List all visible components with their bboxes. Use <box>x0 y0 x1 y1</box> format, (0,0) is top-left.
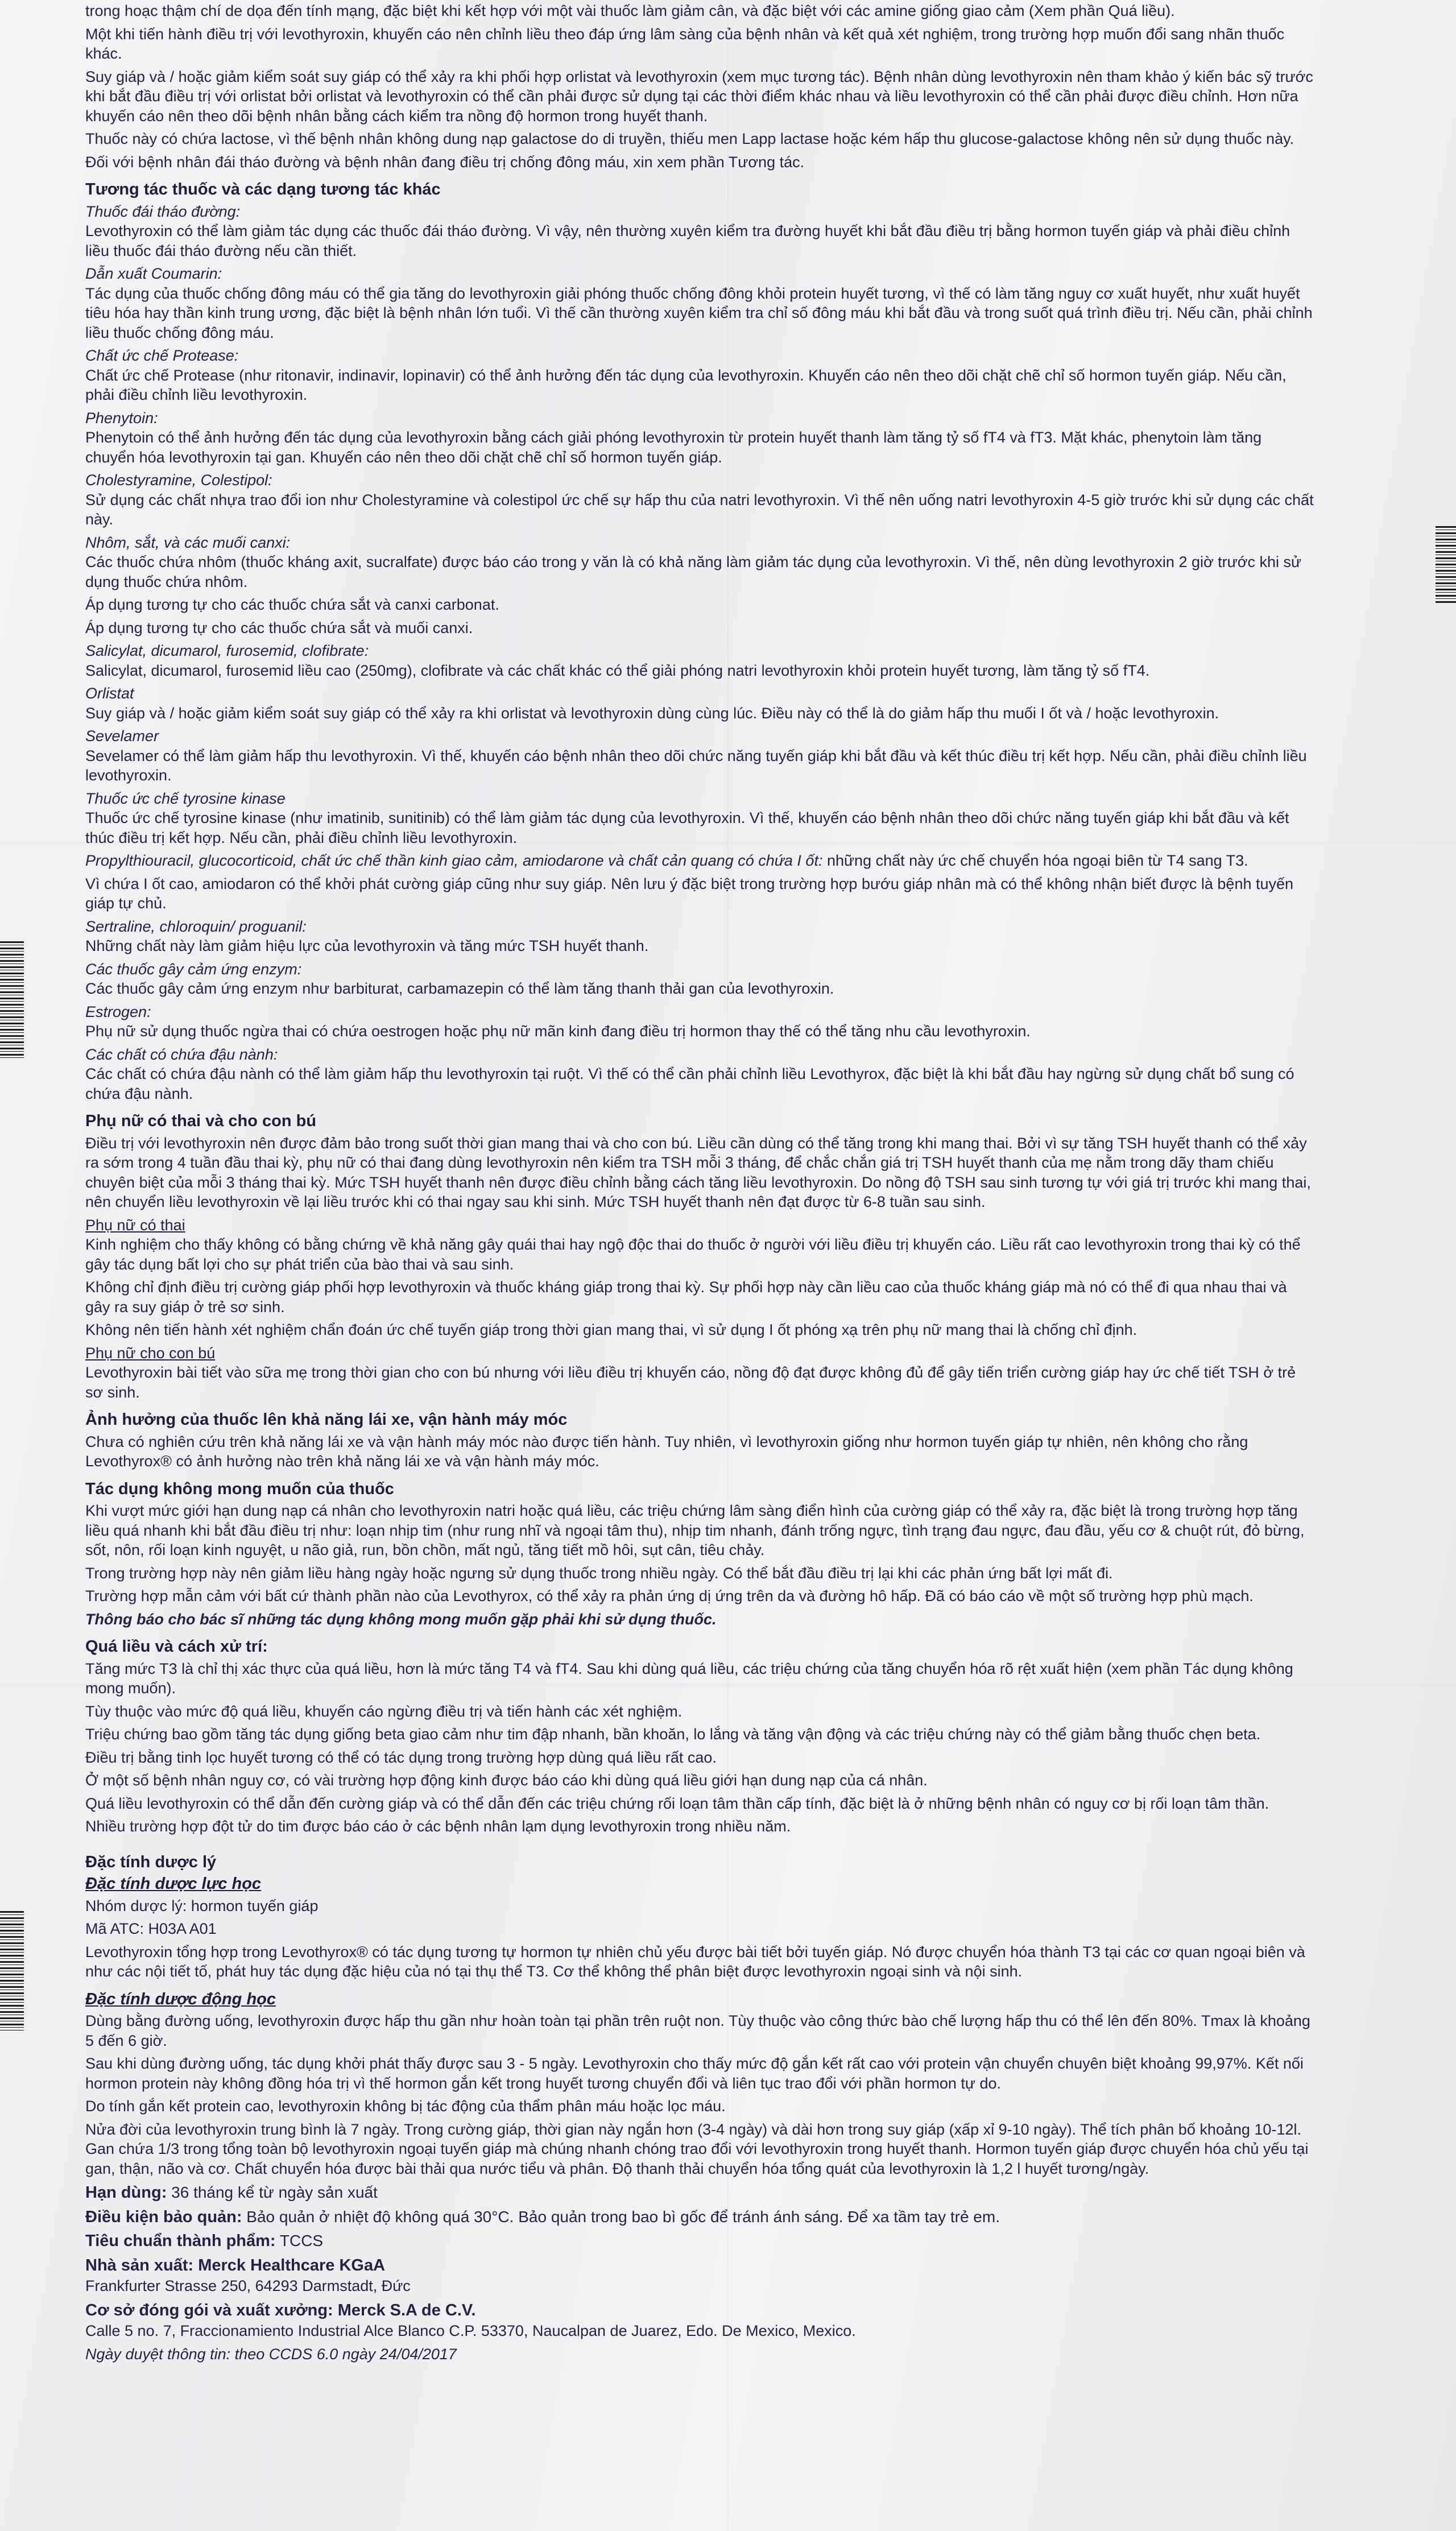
overdose-line: Triệu chứng bao gồm tăng tác dụng giống beta giao cảm như tim đập nhanh, bần khoăn, lo lắng và tăng vận động và các triệu chứng này có thể giảm bằng thuốc chẹn beta. <box>85 1726 1261 1743</box>
overdose-line: Nhiều trường hợp đột tử do tim được báo cáo ở các bệnh nhân lạm dụng levothyroxin trong nhiều năm. <box>85 1818 791 1835</box>
paragraph: Chưa có nghiên cứu trên khả năng lái xe và vận hành máy móc nào được tiến hành. Tuy nhiên, vì levothyroxin giống như hormon tuyến giáp tự nhiên, nên không cho rằng Levothyrox® có ảnh hưởng nào trên khả năng lái xe và vận hành máy móc. <box>85 1433 1248 1470</box>
section-heading-driving: Ảnh hưởng của thuốc lên khả năng lái xe, vận hành máy móc <box>85 1411 568 1429</box>
overdose-list <box>85 1659 1314 1837</box>
section-heading-interactions: Tương tác thuốc và các dạng tương tác khác <box>85 180 441 198</box>
shelf-life-label: Hạn dùng: <box>85 2183 167 2202</box>
standard <box>85 2231 1314 2251</box>
interaction-title: Các chất có chứa đậu nành: <box>85 1045 278 1063</box>
interaction-propyl <box>85 851 1314 871</box>
interaction-text: Thuốc ức chế tyrosine kinase (như imatinib, sunitinib) có thể làm giảm tác dụng của levothyroxin. Vì thế, khuyến cáo bệnh nhân theo dõi chức năng tuyến giáp khi bắt đầu và kết thúc điều trị kết hợp. Nếu cần, phải điều chỉnh liều levothyroxin. <box>85 809 1289 846</box>
paragraph: Suy giáp và / hoặc giảm kiểm soát suy giáp có thể xảy ra khi phối hợp orlistat và levothyroxin (xem mục tương tác). Bệnh nhân dùng levothyroxin nên tham khảo ý kiến bác sỹ trước khi bắt đầu điều trị với orlistat bởi orlistat và levothyroxin có thể cần phải được sử dụng tại các thời điểm khác nhau và liều levothyroxin có thể cần phải được điều chỉnh. Hơn nữa khuyến cáo nên theo dõi bệnh nhân bằng cách kiểm tra nồng độ hormon trong huyết thanh. <box>85 68 1313 125</box>
interaction-title: Estrogen: <box>85 1003 151 1020</box>
side-barcode-left-lower <box>0 1911 24 2030</box>
interaction-text: Tác dụng của thuốc chống đông máu có thể gia tăng do levothyroxin giải phóng thuốc chống đông khỏi protein huyết tương, vì thế có làm tăng nguy cơ xuất huyết, như xuất huyết tiêu hóa hay thần kinh trung ương, đặc biệt là bệnh nhân lớn tuổi. Vì thế cần thường xuyên kiểm tra chỉ số đông máu khi bắt đầu và trong suốt quá trình điều trị. Nếu cần, phải chỉnh liều thuốc chống đông máu. <box>85 284 1313 341</box>
packager-address: Calle 5 no. 7, Fraccionamiento Industrial Alce Blanco C.P. 53370, Naucalpan de Juarez, Edo. De Mexico, Mexico. <box>85 2322 856 2339</box>
interaction-extra: Vì chứa I ốt cao, amiodaron có thể khởi phát cường giáp cũng như suy giáp. Nên lưu ý đặc biệt trong trường hợp bướu giáp nhân mà có thể không nhận biết được là bệnh tuyến giáp tự chủ. <box>85 875 1294 912</box>
interaction-title: Thuốc ức chế tyrosine kinase <box>85 789 286 807</box>
interaction-title: Nhôm, sắt, và các muối canxi: <box>85 534 291 551</box>
interaction-text: Levothyroxin có thể làm giảm tác dụng các thuốc đái tháo đường. Vì vậy, nên thường xuyên kiểm tra đường huyết khi bắt đầu điều trị bằng hormon tuyến giáp và phải điều chỉnh liều thuốc đái tháo đường nếu cần thiết. <box>85 222 1290 259</box>
pharmacokinetics-line: Dùng bằng đường uống, levothyroxin được hấp thu gần như hoàn toàn tại phần trên ruột non. Tùy thuộc vào công thức bào chế lượng hấp thu có thể lên đến 80%. Tmax là khoảng 5 đến 6 giờ. <box>85 2012 1310 2049</box>
interaction-title: Thuốc đái tháo đường: <box>85 202 241 220</box>
subheading-pharmacodynamics: Đặc tính dược lực học <box>85 1875 262 1893</box>
interaction-title: Sertraline, chloroquin/ proguanil: <box>85 917 307 935</box>
section-heading-adverse: Tác dụng không mong muốn của thuốc <box>85 1479 394 1498</box>
interaction-title: Chất ức chế Protease: <box>85 347 239 364</box>
paragraph: trong hoạc thậm chí de dọa đến tính mạng, đặc biệt khi kết hợp với một vài thuốc làm giảm cân, và đặc biệt với các amine giống giao cảm (Xem phần Quá liều). <box>85 2 1175 19</box>
storage <box>85 2207 1314 2227</box>
adverse-notice: Thông báo cho bác sĩ những tác dụng không mong muốn gặp phải khi sử dụng thuốc. <box>85 1610 717 1628</box>
pharmacodynamics-list <box>85 1896 1314 1982</box>
section-heading-pregnancy: Phụ nữ có thai và cho con bú <box>85 1112 317 1130</box>
pharmacokinetics-line: Do tính gắn kết protein cao, levothyroxin không bị tác động của thẩm phân máu hoặc lọc máu. <box>85 2098 726 2115</box>
paragraph: Thuốc này có chứa lactose, vì thế bệnh nhân không dung nạp galactose do di truyền, thiếu men Lapp lactase hoặc kém hấp thu glucose-galactose không nên sử dụng thuốc này. <box>85 130 1294 147</box>
shelf-life <box>85 2183 1314 2203</box>
paragraph: Trường hợp mẫn cảm với bất cứ thành phần nào của Levothyrox, có thể xảy ra phản ứng dị ứng trên da và đường hô hấp. Đã có báo cáo về một số trường hợp phù mạch. <box>85 1587 1254 1604</box>
overdose-line: Quá liều levothyroxin có thể dẫn đến cường giáp và có thể dẫn đến các triệu chứng rối loạn tâm thần cấp tính, đặc biệt là ở những bệnh nhân có nguy cơ bị rối loạn tâm thần. <box>85 1794 1269 1812</box>
manufacturer-address: Frankfurter Strasse 250, 64293 Darmstadt, Đức <box>85 2277 411 2294</box>
interaction-text: Các thuốc chứa nhôm (thuốc kháng axit, sucralfate) được báo cáo trong y văn là có khả năng làm giảm tác dụng của levothyroxin. Vì thế, nên dùng levothyroxin 2 giờ trước khi sử dụng thuốc chứa nhôm. <box>85 553 1302 590</box>
interaction-title: Sevelamer <box>85 727 159 745</box>
paragraph: Điều trị với levothyroxin nên được đảm bảo trong suốt thời gian mang thai và cho con bú. Liều cần dùng có thể tăng trong khi mang thai. Bởi vì sự tăng TSH huyết thanh có thể xảy ra sớm trong 4 tuần đầu thai kỳ, phụ nữ có thai đang dùng levothyroxin nên kiểm tra TSH mỗi 3 tháng, để chắc chắn giá trị TSH huyết thanh của mẹ nằm trong dãy tham chiếu chuyên biệt của mỗi 3 tháng thai kỳ. Mức TSH huyết thanh nên được điều chỉnh bằng cách tăng liều levothyroxin. Do nồng độ TSH sau sinh tương tự với giá trị trước khi mang thai, nên chuyển liều levothyroxin về lại liều trước khi có thai ngay sau khi sinh. Mức TSH huyết thanh nên đạt được từ 6-8 tuần sau sinh. <box>85 1134 1311 1210</box>
pharmacodynamics-line: Nhóm dược lý: hormon tuyến giáp <box>85 1897 318 1914</box>
interactions-list <box>85 202 1314 848</box>
interaction-title: Phenytoin: <box>85 409 158 427</box>
standard-label: Tiêu chuẩn thành phẩm: <box>85 2232 276 2250</box>
interaction-extra: Áp dụng tương tự cho các thuốc chứa sắt và muối canxi. <box>85 619 473 636</box>
side-barcode-left-upper <box>0 941 24 1058</box>
side-barcode-right <box>1436 526 1456 603</box>
storage-value: Bảo quản ở nhiệt độ không quá 30°C. Bảo quản trong bao bì gốc để tránh ánh sáng. Để xa tầm tay trẻ em. <box>242 2207 1000 2226</box>
interaction-title: Orlistat <box>85 685 134 702</box>
interaction-text: Những chất này làm giảm hiệu lực của levothyroxin và tăng mức TSH huyết thanh. <box>85 937 649 954</box>
interaction-text: Suy giáp và / hoặc giảm kiểm soát suy giáp có thể xảy ra khi orlistat và levothyroxin dùng cùng lúc. Điều này có thể là do giảm hấp thu muối I ốt và / hoặc levothyroxin. <box>85 704 1219 722</box>
revision-date: Ngày duyệt thông tin: theo CCDS 6.0 ngày 24/04/2017 <box>85 2345 457 2363</box>
paragraph: Đối với bệnh nhân đái tháo đường và bệnh nhân đang điều trị chống đông máu, xin xem phần Tương tác. <box>85 153 805 171</box>
interaction-text: Sử dụng các chất nhựa trao đổi ion như Cholestyramine và colestipol ức chế sự hấp thu của natri levothyroxin. Vì thế nên uống natri levothyroxin 4-5 giờ trước khi sử dụng các chất này. <box>85 491 1314 528</box>
packager-label: Cơ sở đóng gói và xuất xưởng: Merck S.A de C.V. <box>85 2301 476 2319</box>
pharmacodynamics-line: Levothyroxin tổng hợp trong Levothyrox® có tác dụng tương tự hormon tự nhiên chủ yếu được bài tiết bởi tuyến giáp. Nó được chuyển hóa thành T3 tại các cơ quan ngoại biên và như các nội tiết tố, phát huy tác dụng đặc hiệu của nó tại thụ thể T3. Cơ thể không thể phân biệt được levothyroxin ngoại sinh và nội sinh. <box>85 1943 1305 1980</box>
paragraph: Levothyroxin bài tiết vào sữa mẹ trong thời gian cho con bú nhưng với liều điều trị khuyến cáo, nồng độ đạt được không đủ để gây tiến triển cường giáp hay ức chế tiết TSH ở trẻ sơ sinh. <box>85 1364 1296 1401</box>
interaction-text: Các thuốc gây cảm ứng enzym như barbiturat, carbamazepin có thể làm tăng thanh thải gan của levothyroxin. <box>85 980 834 997</box>
paragraph: Không chỉ định điều trị cường giáp phối hợp levothyroxin và thuốc kháng giáp trong thai kỳ. Sự phối hợp này cần liều cao của thuốc kháng giáp mà nó có thể đi qua nhau thai và gây ra suy giáp ở trẻ sơ sinh. <box>85 1279 1287 1316</box>
interaction-title: Propylthiouracil, glucocorticoid, chất ức chế thần kinh giao cảm, amiodarone và chất cản quang có chứa I ốt: <box>85 852 823 869</box>
pharmacokinetics-line: Nửa đời của levothyroxin trung bình là 7 ngày. Trong cường giáp, thời gian này ngắn hơn (3-4 ngày) và dài hơn trong suy giáp (xấp xỉ 9-10 ngày). Thể tích phân bố khoảng 10-12l. Gan chứa 1/3 trong tổng toàn bộ levothyroxin ngoại tuyến giáp mà chúng nhanh chóng trao đổi với levothyroxin trong huyết thanh. Hormon tuyến giáp được chuyển hóa chủ yếu tại gan, thận, não và cơ. Chất chuyển hóa được bài thải qua nước tiểu và phân. Độ thanh thải chuyển hóa tổng quát của levothyroxin là 1,2 l huyết tương/ngày. <box>85 2120 1309 2177</box>
shelf-life-value: 36 tháng kể từ ngày sản xuất <box>167 2183 378 2201</box>
leaflet-content <box>85 1 1314 2364</box>
interaction-text: Sevelamer có thể làm giảm hấp thu levothyroxin. Vì thế, khuyến cáo bệnh nhân theo dõi chức năng tuyến giáp khi bắt đầu và kết thúc điều trị kết hợp. Nếu cần, phải điều chỉnh liều levothyroxin. <box>85 747 1307 784</box>
subheading-pharmacokinetics: Đặc tính dược động học <box>85 1990 276 2008</box>
section-heading-overdose: Quá liều và cách xử trí: <box>85 1637 268 1656</box>
interaction-title: Salicylat, dicumarol, furosemid, clofibrate: <box>85 642 369 659</box>
overdose-line: Điều trị bằng tinh lọc huyết tương có thể có tác dụng trong trường hợp dùng quá liều rất cao. <box>85 1748 717 1766</box>
interaction-title: Cholestyramine, Colestipol: <box>85 472 272 489</box>
interaction-text: những chất này ức chế chuyển hóa ngoại biên từ T4 sang T3. <box>822 852 1248 869</box>
paragraph: Một khi tiến hành điều trị với levothyroxin, khuyến cáo nên chỉnh liều theo đáp ứng lâm sàng của bệnh nhân và kết quả xét nghiệm, trong trường hợp muốn đổi sang nhãn thuốc khác. <box>85 25 1285 62</box>
paragraph: Trong trường hợp này nên giảm liều hàng ngày hoặc ngưng sử dụng thuốc trong nhiều ngày. Có thể bắt đầu điều trị lại khi các phản ứng bất lợi mất đi. <box>85 1564 1113 1582</box>
overdose-line: Tăng mức T3 là chỉ thị xác thực của quá liều, hơn là mức tăng T4 và fT4. Sau khi dùng quá liều, các triệu chứng của tăng chuyển hóa rõ rệt xuất hiện (xem phần Tác dụng không mong muốn). <box>85 1660 1293 1697</box>
interaction-extra: Áp dụng tương tự cho các thuốc chứa sắt và canxi carbonat. <box>85 596 499 613</box>
storage-label: Điều kiện bảo quản: <box>85 2207 242 2226</box>
manufacturer <box>85 2256 1314 2276</box>
interaction-text: Phenytoin có thể ảnh hưởng đến tác dụng của levothyroxin bằng cách giải phóng levothyroxin từ protein huyết thanh làm tăng tỷ số fT4 và fT3. Mặt khác, phenytoin làm tăng chuyển hóa levothyroxin tại gan. Khuyến cáo nên theo dõi chặt chẽ chỉ số hormon tuyến giáp. <box>85 429 1262 466</box>
pharmacokinetics-line: Sau khi dùng đường uống, tác dụng khởi phát thấy được sau 3 - 5 ngày. Levothyroxin cho thấy mức độ gắn kết rất cao với protein vận chuyển chuyên biệt khoảng 99,97%. Kết nối hormon protein này không đồng hóa trị vì thế hormon gắn kết trong huyết tương chuyển đổi và liên tục trao đổi với phần hormon tự do. <box>85 2055 1304 2092</box>
pharmacokinetics-list <box>85 2011 1314 2178</box>
subheading: Phụ nữ cho con bú <box>85 1344 216 1362</box>
interaction-text: Các chất có chứa đậu nành có thể làm giảm hấp thu levothyroxin tại ruột. Vì thế có thể cần phải chỉnh liều Levothyrox, đặc biệt là khi bắt đầu hay ngừng sử dụng chất bổ sung có chứa đậu nành. <box>85 1065 1294 1102</box>
interaction-text: Chất ức chế Protease (như ritonavir, indinavir, lopinavir) có thể ảnh hưởng đến tác dụng của levothyroxin. Khuyến cáo nên theo dõi chặt chẽ chỉ số hormon tuyến giáp. Nếu cần, phải điều chỉnh liều levothyroxin. <box>85 366 1287 403</box>
pharmacodynamics-line: Mã ATC: H03A A01 <box>85 1920 217 1937</box>
interactions-list-2 <box>85 917 1314 1104</box>
interaction-title: Dẫn xuất Coumarin: <box>85 265 222 282</box>
paragraph: Khi vượt mức giới hạn dung nạp cá nhân cho levothyroxin natri hoặc quá liều, các triệu chứng lâm sàng điển hình của cường giáp có thể xảy ra, đặc biệt là trong trường hợp tăng liều quá nhanh khi bắt đầu điều trị như: loạn nhịp tim (như rung nhĩ và ngoại tâm thu), nhịp tim nhanh, đánh trống ngực, tình trạng đau ngực, đau đầu, yếu cơ & chuột rút, đỏ bừng, sốt, nôn, rối loạn kinh nguyệt, u não giả, run, bồn chồn, mất ngủ, tăng tiết mồ hôi, sụt cân, tiêu chảy. <box>85 1502 1305 1558</box>
packager <box>85 2301 1314 2321</box>
section-heading-pharma: Đặc tính dược lý <box>85 1852 217 1871</box>
overdose-line: Tùy thuộc vào mức độ quá liều, khuyến cáo ngừng điều trị và tiến hành các xét nghiệm. <box>85 1702 682 1720</box>
overdose-line: Ở một số bệnh nhân nguy cơ, có vài trường hợp động kinh được báo cáo khi dùng quá liều giới hạn dung nạp của cá nhân. <box>85 1772 928 1789</box>
interaction-text: Salicylat, dicumarol, furosemid liều cao (250mg), clofibrate và các chất khác có thể giải phóng natri levothyroxin khỏi protein huyết tương, làm tăng tỷ số fT4. <box>85 661 1150 679</box>
paragraph: Kinh nghiệm cho thấy không có bằng chứng về khả năng gây quái thai hay ngộ độc thai do thuốc ở người với liều điều trị khuyến cáo. Liều rất cao levothyroxin trong thai kỳ có thể gây tác dụng bất lợi cho sự phát triển của bào thai và sau sinh. <box>85 1236 1301 1273</box>
manufacturer-label: Nhà sản xuất: Merck Healthcare KGaA <box>85 2256 386 2274</box>
paragraph: Không nên tiến hành xét nghiệm chẩn đoán ức chế tuyến giáp trong thời gian mang thai, vì sử dụng I ốt phóng xạ trên phụ nữ mang thai là chống chỉ định. <box>85 1321 1138 1338</box>
interaction-text: Phụ nữ sử dụng thuốc ngừa thai có chứa oestrogen hoặc phụ nữ mãn kinh đang điều trị hormon thay thế có thể tăng nhu cầu levothyroxin. <box>85 1023 1031 1040</box>
subheading: Phụ nữ có thai <box>85 1216 185 1234</box>
interaction-title: Các thuốc gây cảm ứng enzym: <box>85 960 302 978</box>
standard-value: TCCS <box>275 2232 324 2249</box>
